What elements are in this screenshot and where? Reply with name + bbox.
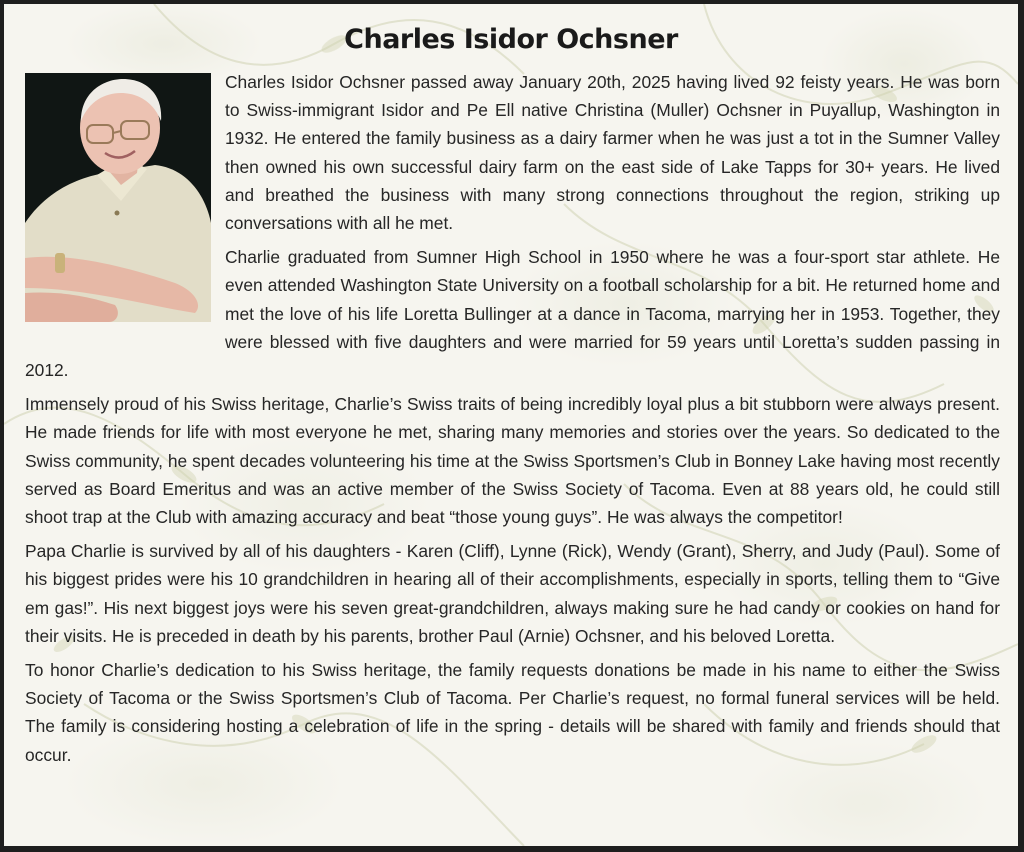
paragraph-4: Papa Charlie is survived by all of his daughters - Karen (Cliff), Lynne (Rick), Wendy (Grant), Sherry, and Judy (Paul). Some of his biggest prides were his 10 grandchildren in hearing all of their accomplishments, especially in sports, telling them to “Give em gas!”. His next biggest joys were his seven great-grandchildren, always making sure he had candy or cookies on hand for their visits. He is preceded in death by his parents, brother Paul (Arnie) Ochsner, and his beloved Loretta. (25, 541, 1000, 646)
paragraph-3: Immensely proud of his Swiss heritage, Charlie’s Swiss traits of being incredibly loyal plus a bit stubborn were always present. He made friends for life with most everyone he met, sharing many memories and stories over the years. So dedicated to the Swiss community, he spent decades volunteering his time at the Swiss Sportsmen’s Club in Bonney Lake having most recently served as Board Emeritus and was an active member of the Swiss Society of Tacoma. Even at 88 years old, he could still shoot trap at the Club with amazing accuracy and beat “those young guys”. He was always the competitor! (25, 394, 1000, 528)
obituary-body (25, 68, 1000, 775)
obituary-title: Charles Isidor Ochsner (344, 24, 678, 55)
paragraph-1: Charles Isidor Ochsner passed away January 20th, 2025 having lived 92 feisty years. He was born to Swiss-immigrant Isidor and Pe Ell native Christina (Muller) Ochsner in Puyallup, Washington in 1932. He entered the family business as a dairy farmer when he was just a tot in the Sumner Valley then owned his own successful dairy farm on the east side of Lake Tapps for 30+ years. He lived and breathed the business with many strong connections throughout the region, striking up conversations with all he met. (225, 72, 1000, 234)
portrait-image (25, 73, 211, 322)
portrait-photo (25, 73, 211, 322)
obituary-frame (4, 4, 1018, 846)
paragraph-2: Charlie graduated from Sumner High School in 1950 where he was a four-sport star athlete. He even attended Washington State University on a football scholarship for a bit. He returned home and met the love of his life Loretta Bullinger at a dance in Tacoma, marrying her in 1953. Together, they were blessed with five daughters and were married for 59 years until Loretta’s sudden passing in 2012. (25, 247, 1000, 381)
paragraph-5: To honor Charlie’s dedication to his Swiss heritage, the family requests donations be made in his name to either the Swiss Society of Tacoma or the Swiss Sportsmen’s Club of Tacoma. Per Charlie’s request, no formal funeral services will be held. The family is considering hosting a celebration of life in the spring - details will be shared with family and friends should that occur. (25, 660, 1000, 765)
